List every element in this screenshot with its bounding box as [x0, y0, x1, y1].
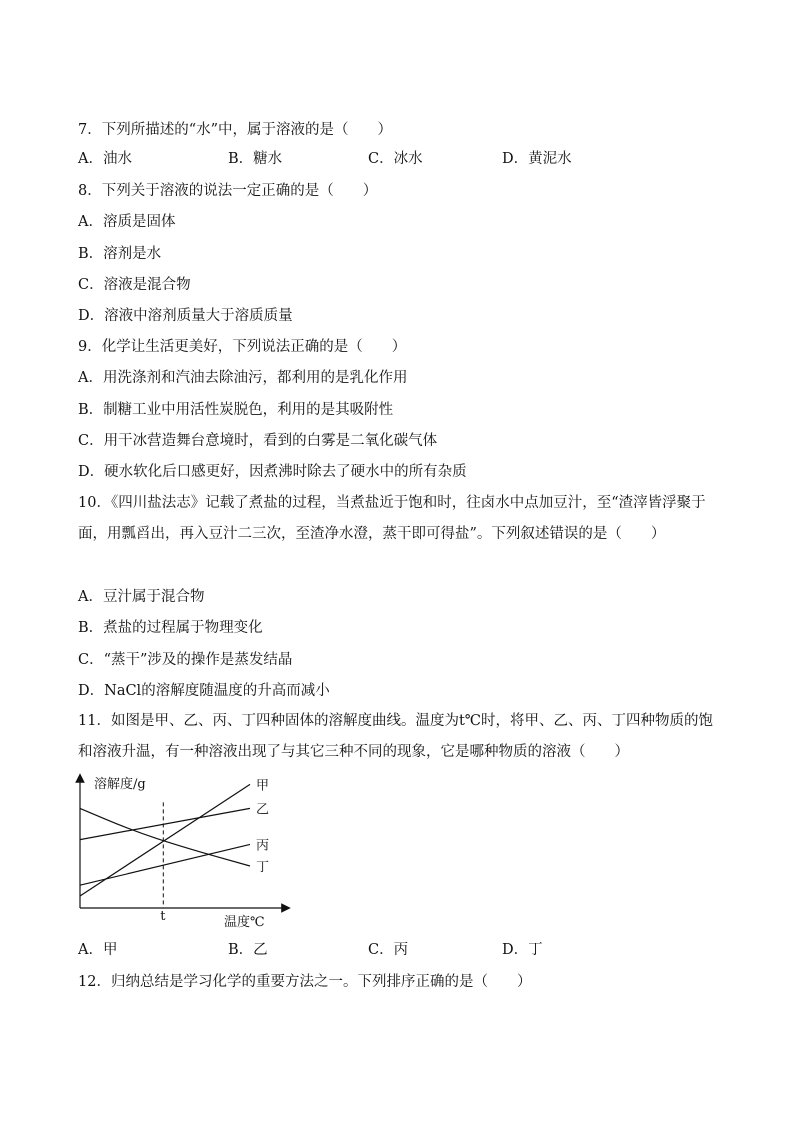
q10-option-d: D．NaCl的溶解度随温度的升高而减小 — [78, 683, 330, 699]
q11-option-c: C．丙 — [368, 942, 409, 958]
q10-option-a: A．豆汁属于混合物 — [78, 589, 205, 605]
q11-options — [78, 940, 718, 960]
q10-option-c: C．“蒸干”涉及的操作是蒸发结晶 — [78, 652, 293, 668]
q8-option-a: A．溶质是固体 — [78, 214, 176, 230]
q10-option-b: B．煮盐的过程属于物理变化 — [78, 620, 263, 636]
series-label-2: 乙 — [256, 802, 270, 818]
q10-stem: 10．《四川盐法志》记载了煮盐的过程，当煮盐近于饱和时，往卤水中点加豆汁，至“渣滓皆浮聚于面，用瓢舀出，再入豆汁二三次，至渣净水澄，蒸干即可得盐”。下列叙述错误的是（ ） — [78, 495, 706, 542]
q7-options — [78, 149, 718, 169]
q7-option-b: B．糖水 — [228, 151, 283, 167]
q11-option-a: A．甲 — [78, 942, 118, 958]
q7-option-d: D．黄泥水 — [502, 151, 572, 167]
q11-option-d: D．丁 — [502, 942, 543, 958]
series-label-1: 甲 — [256, 778, 270, 794]
series-line-4 — [80, 808, 250, 866]
q11-stem: 11．如图是甲、乙、丙、丁四种固体的溶解度曲线。温度为t℃时，将甲、乙、丙、丁四种物质的饱和溶液升温，有一种溶液出现了与其它三种不同的现象，它是哪种物质的溶液（ ） — [78, 713, 713, 760]
t-tick-label: t — [160, 909, 166, 924]
q9-option-b: B．制糖工业中用活性炭脱色，利用的是其吸附性 — [78, 402, 394, 418]
q8-option-d: D．溶液中溶剂质量大于溶质质量 — [78, 308, 293, 324]
q8-stem: 8．下列关于溶液的说法一定正确的是（ ） — [78, 183, 378, 199]
q9-option-a: A．用洗涤剂和汽油去除油污，都利用的是乳化作用 — [78, 370, 408, 386]
y-axis-label: 溶解度/g — [94, 777, 146, 792]
series-line-3 — [80, 844, 250, 885]
q9-option-d: D．硬水软化后口感更好，因煮沸时除去了硬水中的所有杂质 — [78, 464, 467, 480]
series-line-2 — [80, 808, 250, 839]
solubility-chart — [64, 772, 294, 932]
q9-option-c: C．用干冰营造舞台意境时，看到的白雾是二氧化碳气体 — [78, 433, 438, 449]
series-label-4: 丁 — [256, 860, 270, 875]
series-layer — [80, 778, 269, 896]
q11-option-b: B．乙 — [228, 942, 268, 958]
q8-option-b: B．溶剂是水 — [78, 246, 162, 262]
q8-option-c: C．溶液是混合物 — [78, 277, 191, 293]
q7-stem: 7．下列所描述的“水”中，属于溶液的是（ ） — [78, 122, 393, 138]
x-axis-label: 温度℃ — [224, 915, 265, 930]
q12-stem: 12．归纳总结是学习化学的重要方法之一。下列排序正确的是（ ） — [78, 974, 532, 990]
series-label-3: 丙 — [256, 838, 270, 854]
q7-option-c: C．冰水 — [368, 151, 423, 167]
q7-option-a: A．油水 — [78, 151, 132, 167]
q9-stem: 9．化学让生活更美好，下列说法正确的是（ ） — [78, 339, 407, 355]
